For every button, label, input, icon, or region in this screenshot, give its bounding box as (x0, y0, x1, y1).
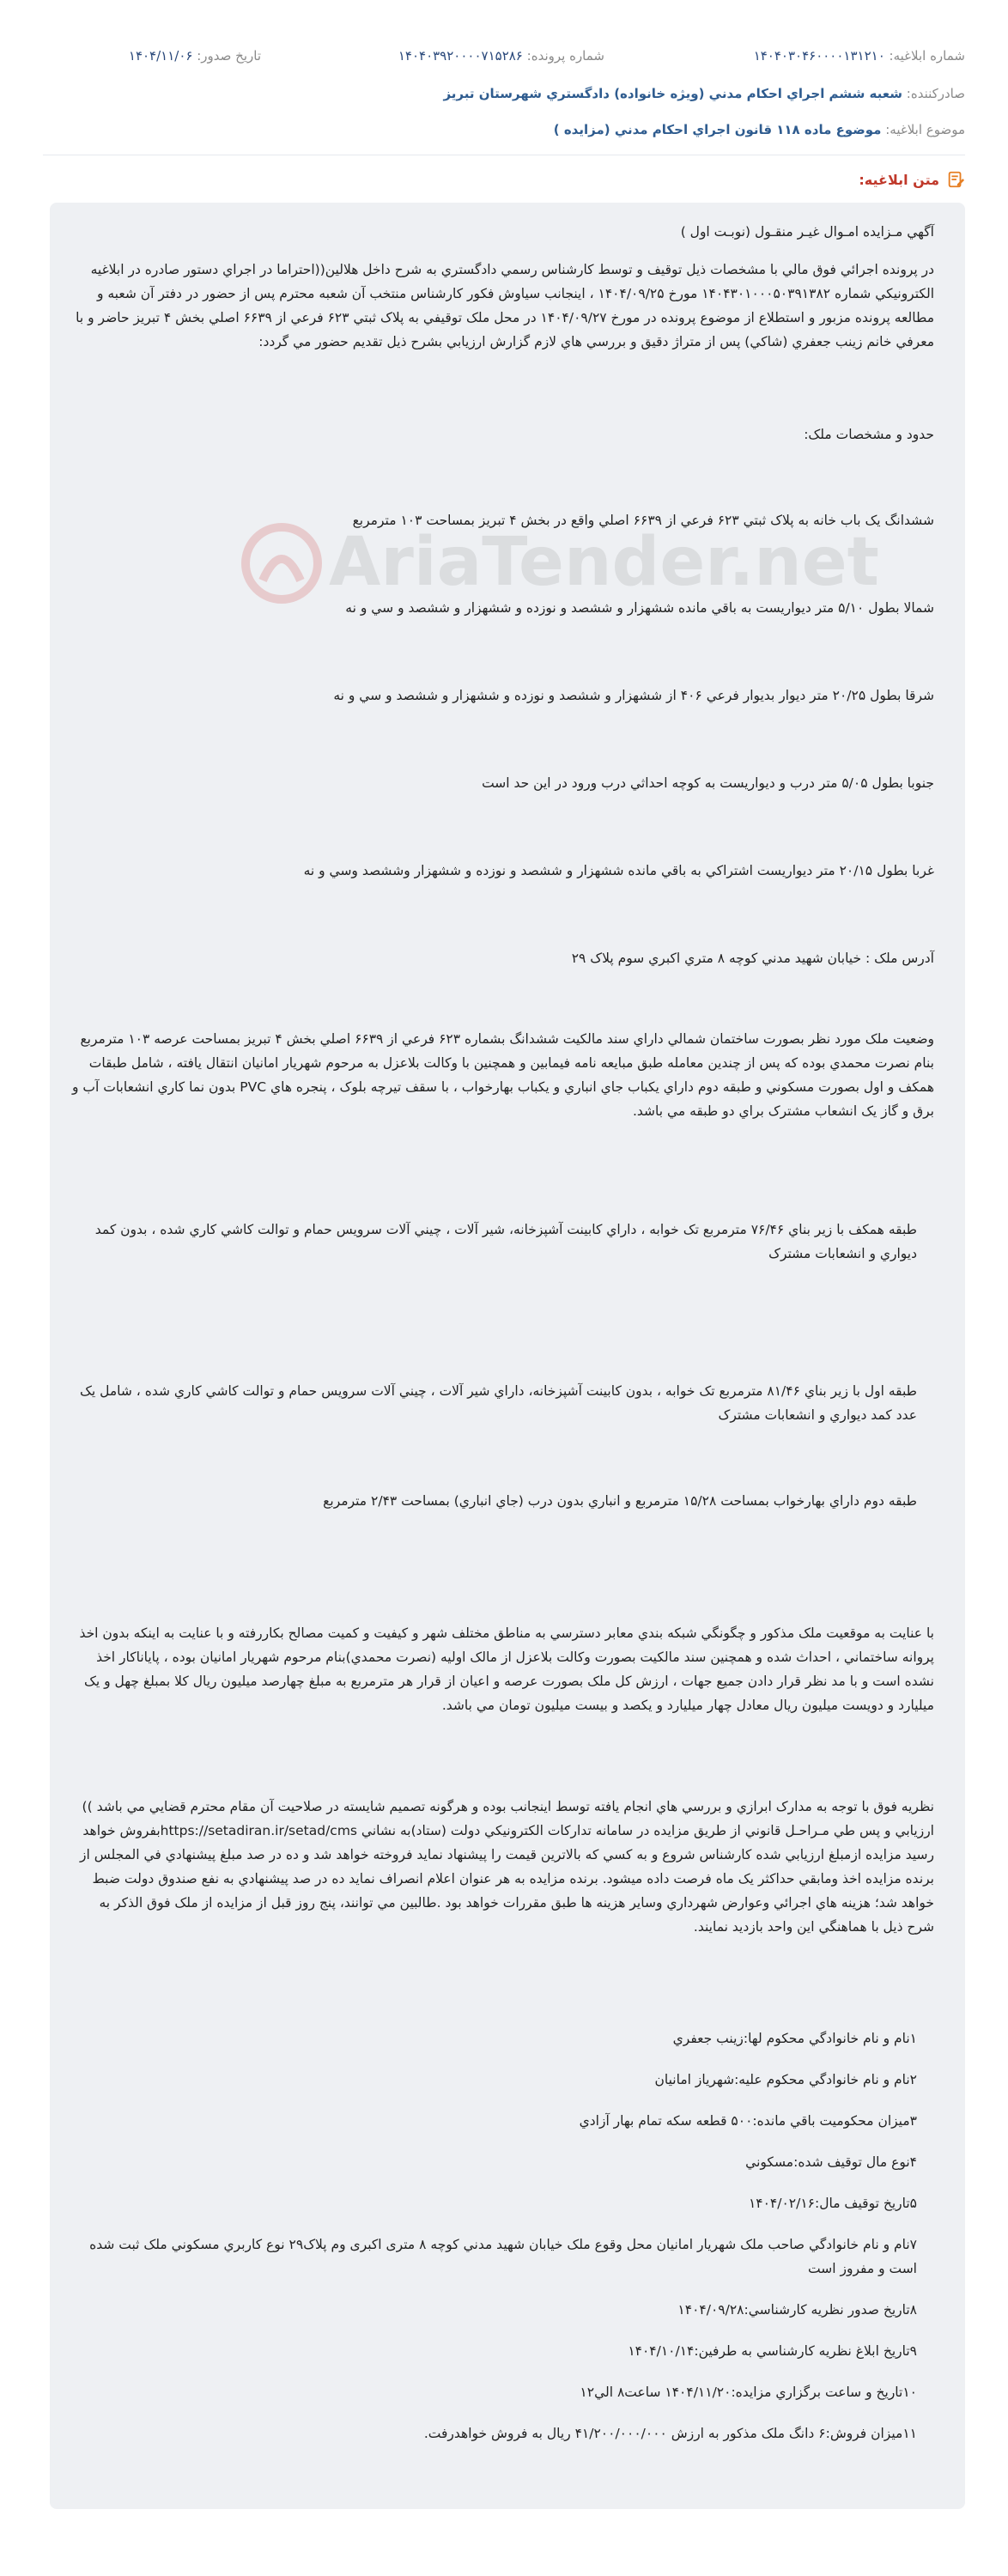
case-number (398, 48, 604, 64)
case-number-label: شماره پرونده: (526, 48, 604, 64)
east-boundary: شرقا بطول ۲۰/۲۵ متر ديوار بديوار فرعي ۴۰۶ از ششهزار و ششصد و نوزده و ششهزار و ششصد و سي و نه (333, 688, 934, 703)
property-address: آدرس ملک : خيابان شهيد مدني کوچه ۸ متري اکبري سوم پلاک ۲۹ (571, 951, 934, 966)
item-9-notification-date: ۹تاريخ ابلاغ نظريه کارشناسي به طرفين:۱۴۰۴/۱۰/۱۴ (628, 2343, 917, 2359)
issuer-label: صادرکننده: (906, 86, 965, 101)
notice-number (754, 48, 965, 64)
subject-value: موضوع ماده ۱۱۸ قانون اجراي احکام مدني (مزايده ) (553, 122, 882, 137)
issue-date-value: ۱۴۰۴/۱۱/۰۶ (128, 48, 193, 64)
item-5-seizure-date: ۵تاريخ توقيف مال:۱۴۰۴/۰۲/۱۶ (748, 2196, 917, 2211)
issue-date (129, 48, 261, 64)
west-boundary: غربا بطول ۲۰/۱۵ متر ديواريست اشتراکي به باقي مانده ششهزار و ششصد و نوزده و ششهزار وششصد وسي و نه (303, 863, 934, 878)
item-4-property-type: ۴نوع مال توقيف شده:مسکوني (745, 2154, 917, 2170)
property-description: ششدانگ يک باب خانه به پلاک ثبتي ۶۲۳ فرعي از ۶۶۳۹ اصلي واقع در بخش ۴ تبريز بمساحت ۱۰۳ مترمربع (352, 513, 934, 528)
item-10-auction-datetime: ۱۰تاريخ و ساعت برگزاري مزايده:۱۴۰۴/۱۱/۲۰ ساعت۸ الي۱۲ (580, 2385, 917, 2400)
property-bounds-heading: حدود و مشخصات ملک: (804, 427, 934, 442)
item-2-debtor: ۲نام و نام خانوادگي محکوم عليه:شهرياز امانيان (654, 2072, 917, 2087)
notice-intro: در پرونده اجرائي فوق مالي با مشخصات ذيل توقيف و توسط کارشناس رسمي دادگستري به شرح داخل هلالين((احتراما در اجراي دستور صادره در ابلاغيه الکترونيکي شماره ۱۴۰۴۳۰۱۰۰۰۵۰۳۹۱۳۸۲ مورخ ۱۴۰۴/۰۹/۲۵ ، اينجانب سياوش فکور کارشناس منتخب آن شعبه محترم پس از حضور در دفتر آن شعبه و مطالعه پرونده مزبور و استطلاع از موضوع پرونده در مورخ ۱۴۰۴/۰۹/۲۷ در محل ملک توقيفي به پلاک ثبتي ۶۲۳ فرعي از ۶۶۳۹ اصلي بخش ۴ تبريز حاضر و با معرفي خانم زينب جعفري (شاکي) پس از متراژ دقيق و بررسي هاي لازم گزارش ارزيابي بشرح ذيل تقديم حضور مي گردد: (76, 262, 934, 349)
notice-meta-row (43, 48, 965, 69)
notice-number-label: شماره ابلاغيه: (889, 48, 965, 64)
subject-label: موضوع ابلاغيه: (885, 122, 965, 137)
second-floor: طبقه دوم داراي بهارخواب بمساحت ۱۵/۲۸ مترمربع و انباري بدون درب (جاي انباري) بمساحت ۲/۴۳ مترمربع (323, 1493, 917, 1509)
item-3-remaining-debt: ۳ميزان محکوميت باقي مانده:۵۰۰ قطعه سکه تمام بهار آزادي (579, 2113, 917, 2129)
notice-number-value: ۱۴۰۴۰۳۰۴۶۰۰۰۰۱۳۱۲۱۰ (753, 48, 885, 64)
item-1-creditor: ۱نام و نام خانوادگي محکوم لها:زينب جعفري (672, 2031, 917, 2046)
document-edit-icon (946, 170, 965, 189)
issue-date-label: تاريخ صدور: (197, 48, 261, 64)
property-status: وضعيت ملک مورد نظر بصورت ساختمان شمالي داراي سند مالکيت ششدانگ بشماره ۶۲۳ فرعي از ۶۶۳۹ اصلي بخش ۴ تبريز بمساحت عرصه ۱۰۳ مترمربع بنام نصرت محمدي بوده که پس از چندين معامله طبق مبايعه نامه فيمابين و همچنين با وکالت بلاعزل به مرحوم شهريار امانيان انتقال يافته ، شامل طبقات همکف و اول بصورت مسکوني و طبقه دوم داراي يکباب جاي انباري و يکباب بهارخواب ، با سقف تيرچه بلوک ، پنجره هاي PVC بدون نما کاري انشعابات آب و برق و گاز يک انشعاب مشترک براي دو طبقه مي باشد. (72, 1031, 934, 1119)
notice-body-panel (50, 203, 965, 2509)
watermark-text: AriaTender.net (329, 524, 879, 601)
item-11-sale-amount: ۱۱ميزان فروش:۶ دانگ ملک مذکور به ارزش ۴۱/۲۰۰/۰۰۰/۰۰۰ ريال به فروش خواهدرفت. (423, 2426, 917, 2441)
case-number-value: ۱۴۰۴۰۳۹۲۰۰۰۰۷۱۵۲۸۶ (398, 48, 523, 64)
notice-text-heading (859, 170, 965, 189)
issuer-row (43, 86, 965, 101)
auction-terms: نظريه فوق با توجه به مدارک ابرازي و بررسي هاي انجام يافته توسط اينجانب بوده و هرگونه تصميم شايسته در صلاحيت آن مقام محترم قضايي مي باشد )) ارزيابي و پس طي مـراحـل قانوني از طريق مزايده در سامانه تدارکات الکترونيکي دولت (ستاد)به نشاني https://setadiran.ir/setad/cmsبفروش خواهد رسيد مزايده ازمبلغ ارزيابي شده کارشناس شروع و به کسي که بالاترين قيمت را پيشنهاد نمايد فروخته خواهد شد و ده در صد مبلغ پيشنهادي في المجلس از برنده مزايده اخذ ومابقي حداکثر يک ماه فرصت داده ميشود. برنده مزايده به هر عنوان اعلام انصراف نمايد ده در صد پيشنهادي به نفع صندوق دولت ضبط خواهد شد؛ هزينه هاي اجرائي وعوارض شهرداري وساير هزينه ها طبق مقررات خواهد بود .طالبين مي توانند، پنج روز قبل از مزايده از ملک فوق الذکر به شرح ذيل با هماهنگي اين واحد بازديد نمايند. (79, 1799, 934, 1935)
ground-floor: طبقه همکف با زير بناي ۷۶/۴۶ مترمربع تک خوابه ، داراي کابينت آشپزخانه، شير آلات ، چيني آلات سرويس حمام و توالت کاشي کاري شده ، بدون کمد ديواري و انشعابات مشترک (94, 1222, 917, 1261)
issuer-value: شعبه ششم اجراي احکام مدني (ويژه خانواده) دادگستري شهرستان تبريز (443, 86, 902, 101)
item-8-appraisal-date: ۸تاريخ صدور نظريه کارشناسي:۱۴۰۴/۰۹/۲۸ (677, 2302, 917, 2318)
subject-row (43, 122, 965, 137)
south-boundary: جنوبا بطول ۵/۰۵ متر درب و ديواريست به کوچه احداثي درب ورود در اين حد است (482, 775, 934, 791)
item-7-owner-location: ۷نام و نام خانوادگي صاحب ملک شهريار امانيان محل وقوع ملک خيابان شهيد مدني کوچه ۸ متری اکبری وم پلاک۲۹ نوع کاربري مسکوني ملک ثبت شده است و مفروز است (89, 2237, 917, 2276)
notice-text-title: متن ابلاغيه: (859, 171, 939, 188)
notice-heading: آگهي مـزايده امـوال غيـر منقـول (نوبـت اول ) (680, 224, 934, 240)
north-boundary: شمالا بطول ۵/۱۰ متر ديواريست به باقي مانده ششهزار و ششصد و نوزده و ششهزار و ششصد و سي و نه (345, 600, 934, 616)
first-floor: طبقه اول با زير بناي ۸۱/۴۶ مترمربع تک خوابه ، بدون کابينت آشپزخانه، داراي شير آلات ، چيني آلات سرويس حمام و توالت کاشي کاري شده ، شامل يک عدد کمد ديواري و انشعابات مشترک (80, 1383, 917, 1423)
valuation-paragraph: با عنايت به موقعيت ملک مذکور و چگونگي شبکه بندي معابر دسترسي به مناطق مختلف شهر و کيفيت و کميت مصالح بکاررفته و با عنايت به اينکه بدون اخذ پروانه ساختماني ، احداث شده و همچنين سند مالکيت بصورت وکالت بلاعزل از مالک اوليه (نصرت محمدي)بنام مرحوم شهريار امانيان بوده ، پاياناکار اخذ نشده است و با مد نظر قرار دادن جميع جهات ، ارزش کل ملک بصورت عرصه و اعيان از قرار هر مترمربع به مبلغ چهارصد ميليون ريال کلا بمبلغ چهل و يک ميليارد و دويست ميليون ريال معادل چهار ميليارد و يکصد و بيست ميليون تومان مي باشد. (79, 1625, 934, 1713)
